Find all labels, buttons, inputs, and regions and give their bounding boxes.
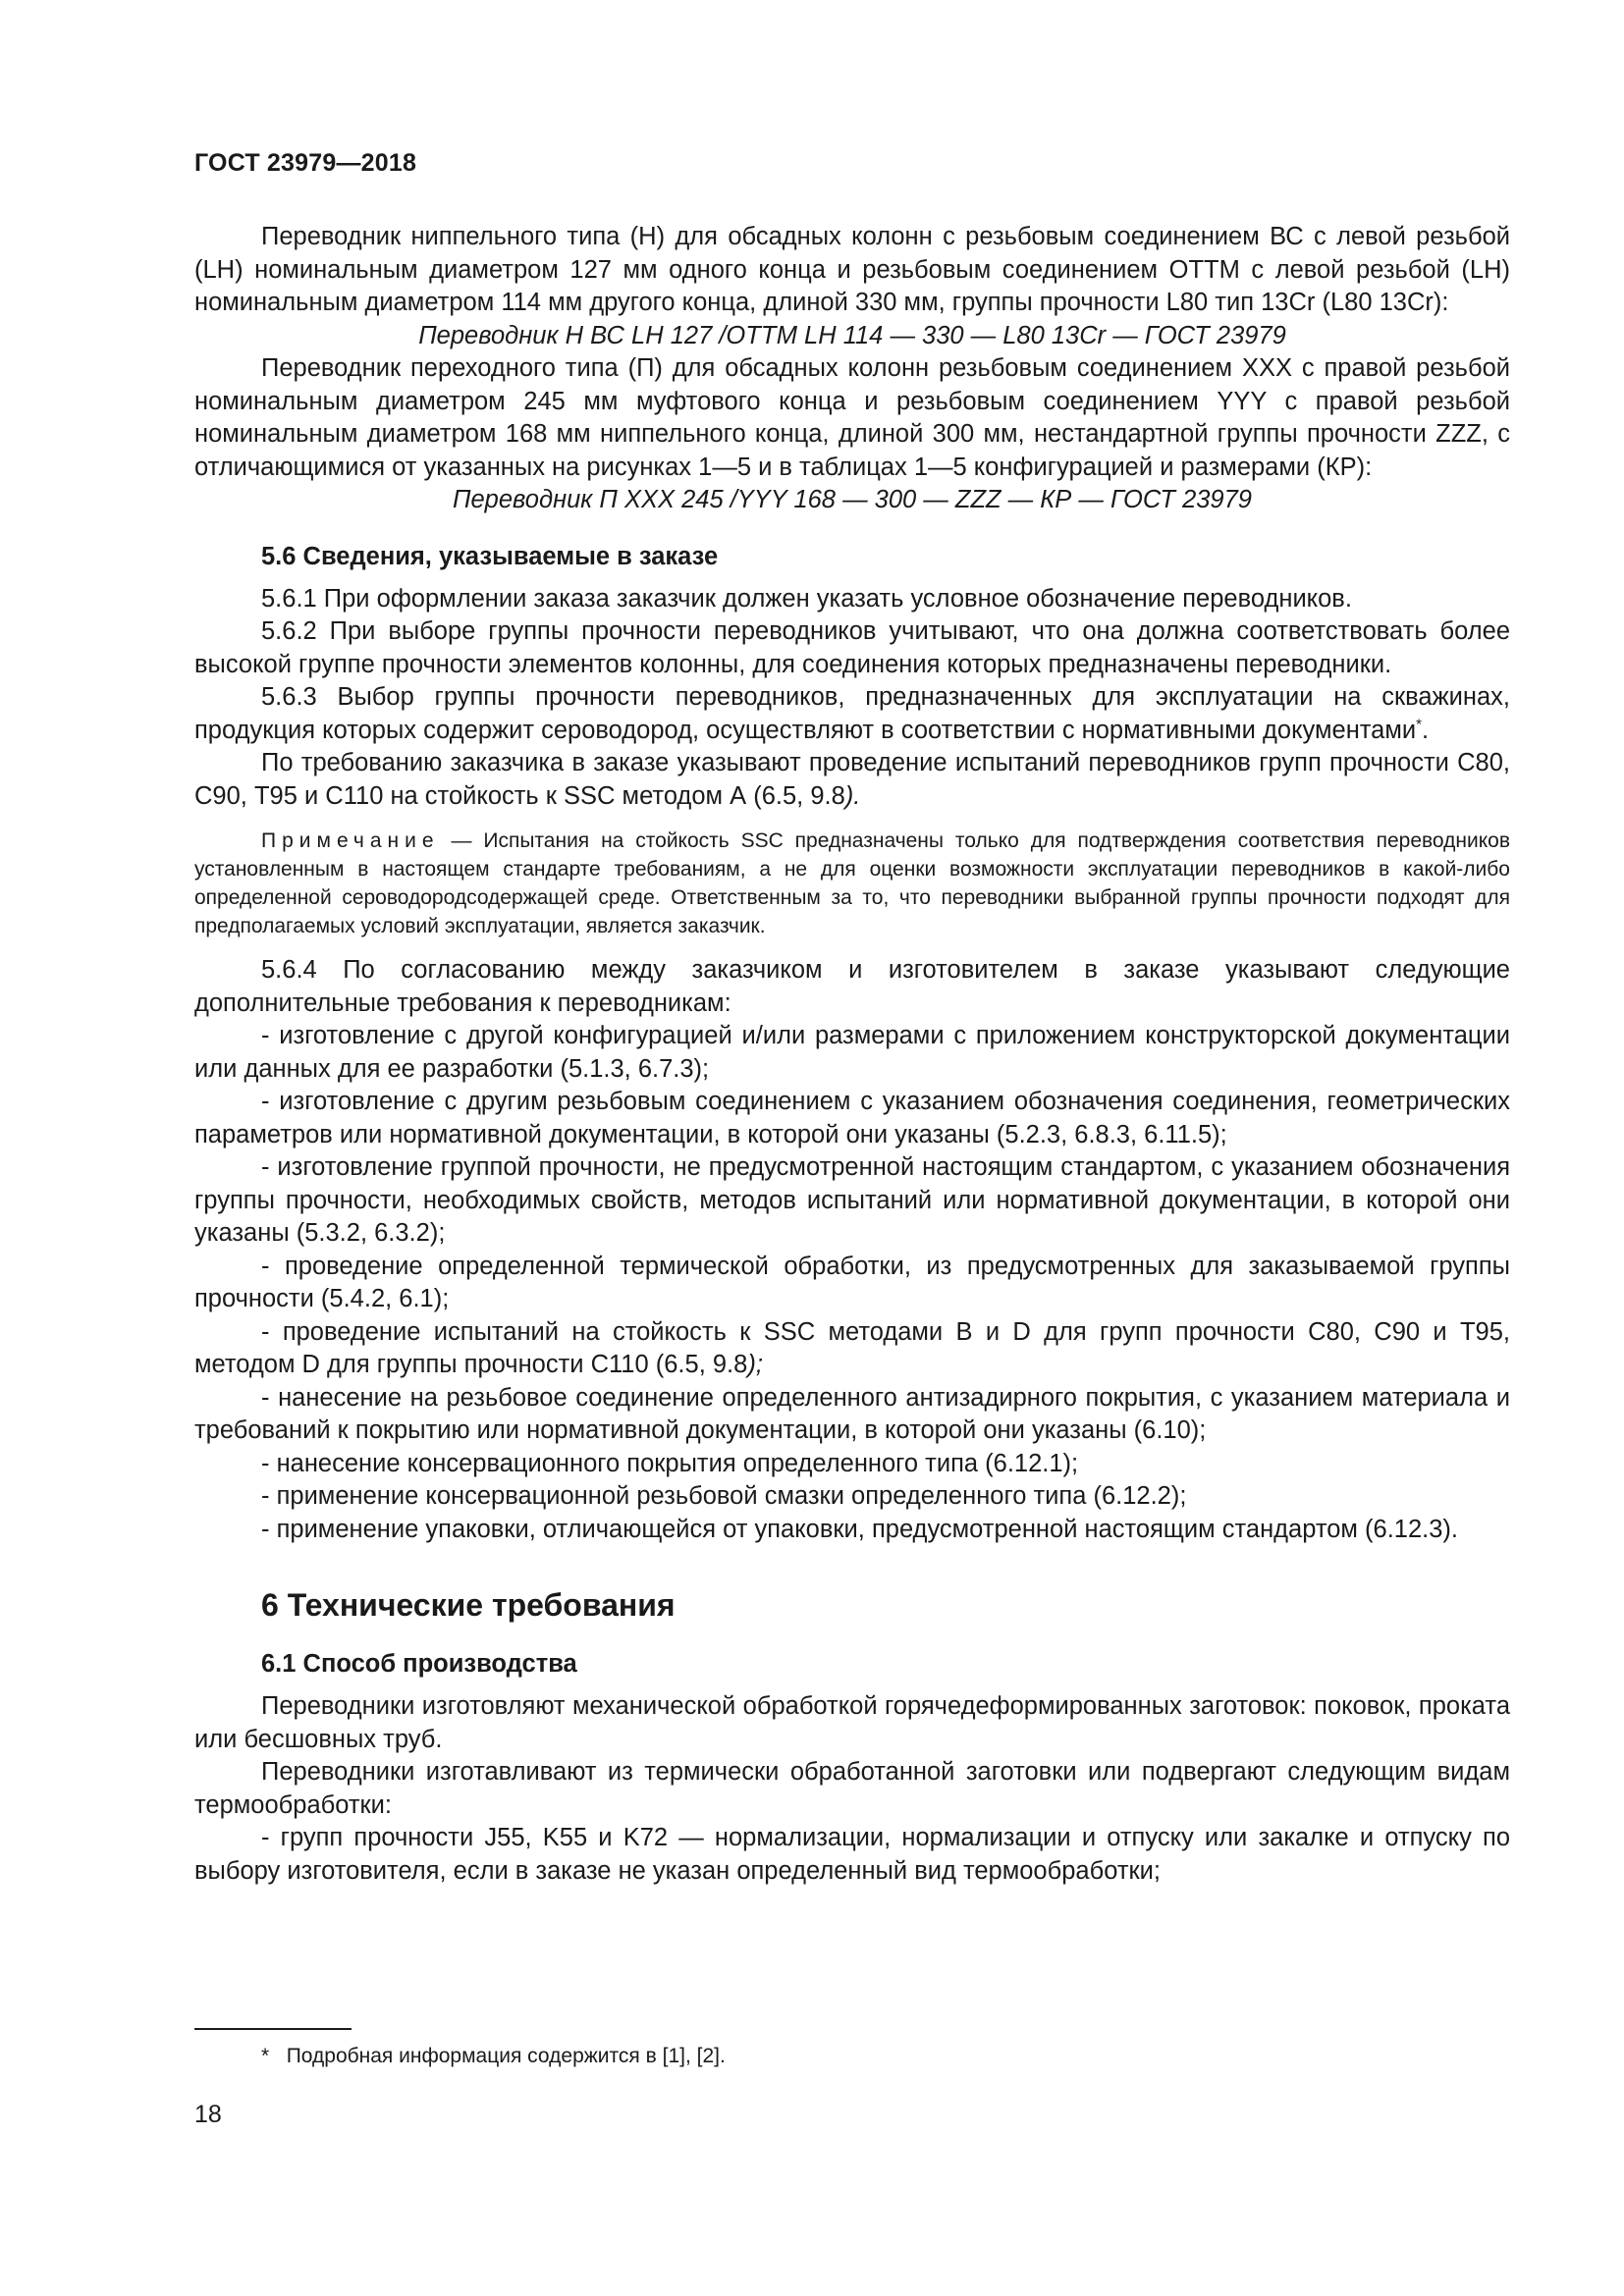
list-item (194, 1316, 1510, 1382)
clause-5-6-3-end: . (1421, 716, 1430, 744)
document-header: ГОСТ 23979—2018 (194, 149, 417, 177)
page-number: 18 (194, 2101, 222, 2128)
clause-5-6-4: 5.6.4 По согласованию между заказчиком и изготовителем в заказе указывают следующие дополнительные требования к переводникам: (194, 956, 1510, 1017)
clause-6-1-paragraph-2: Переводники изготавливают из термически обработанной заготовки или подвергают следующим видам термообработки: (194, 1758, 1510, 1819)
document-body (194, 221, 1510, 1888)
note-label: Примечание (261, 829, 440, 852)
example-paragraph-2: Переводник переходного типа (П) для обсадных колонн резьбовым соединением ХХХ с правой резьбой номинальным диаметром 245 мм муфтового конца и резьбовым соединением YYY с правой резьбой номинальным диаметром 168 мм ниппельного конца, длиной 300 мм, нестандартной группы прочности ZZZ, с отличающимися от указанных на рисунках 1—5 и в таблицах 1—5 конфигурацией и размерами (КР): (194, 354, 1510, 481)
list-item: - изготовление группой прочности, не предусмотренной настоящим стандартом, с указанием обозначения группы прочности, необходимых свойств, методов испытаний или нормативной документации, в которой они указаны (5.3.2, 6.3.2); (194, 1153, 1510, 1247)
footnote-reference: * (1416, 716, 1422, 732)
clause-5-6-3 (194, 681, 1510, 747)
list-item: - применение упаковки, отличающейся от упаковки, предусмотренной настоящим стандартом (6.12.3). (261, 1515, 1459, 1543)
clause-6-1-paragraph-1: Переводники изготовляют механической обработкой горячедеформированных заготовок: поковок, проката или бесшовных труб. (194, 1692, 1510, 1753)
note (194, 827, 1510, 940)
list-item: - изготовление с другой конфигурацией и/или размерами с приложением конструкторской документации или данных для ее разработки (5.1.3, 6.7.3); (194, 1022, 1510, 1083)
list-item-text: - проведение испытаний на стойкость к SSC методами В и D для групп прочности С80, С90 и Т95, методом D для группы прочности С110 (6.5, 9.8 (194, 1317, 1510, 1378)
designation-example-2: Переводник П ХХХ 245 /YYY 168 — 300 — ZZZ — КР — ГОСТ 23979 (453, 486, 1252, 513)
section-5-6-heading: 5.6 Сведения, указываемые в заказе (261, 542, 719, 570)
list-item-end: ); (747, 1351, 763, 1378)
list-item: - изготовление с другим резьбовым соединением с указанием обозначения соединения, геометрических параметров или нормативной документации, в которой они указаны (5.2.3, 6.8.3, 6.11.5); (194, 1088, 1510, 1148)
clause-5-6-3-ssc-request (194, 747, 1510, 813)
ssc-request-text: По требованию заказчика в заказе указывают проведение испытаний переводников групп прочности С80, С90, Т95 и С110 на стойкость к SSC методом А (6.5, 9.8 (194, 749, 1510, 810)
clause-5-6-2: 5.6.2 При выборе группы прочности переводников учитывают, что она должна соответствовать более высокой группе прочности элементов колонны, для соединения которых предназначены переводники. (194, 617, 1510, 678)
section-6-1-heading: 6.1 Способ производства (261, 1650, 577, 1678)
list-item: - нанесение консервационного покрытия определенного типа (6.12.1); (261, 1449, 1079, 1477)
designation-example-1: Переводник Н ВС LH 127 /ОТТМ LH 114 — 330 — L80 13Cr — ГОСТ 23979 (418, 321, 1286, 349)
footnote (261, 2043, 726, 2070)
list-item: - нанесение на резьбовое соединение определенного антизадирного покрытия, с указанием материала и требований к покрытию или нормативной документации, в которой они указаны (6.10); (194, 1383, 1510, 1444)
clause-5-6-3-text: 5.6.3 Выбор группы прочности переводников, предназначенных для эксплуатации на скважинах, продукция которых содержит сероводород, осуществляют в соответствии с нормативными документами (194, 683, 1510, 744)
section-6-heading: 6 Технические требования (261, 1587, 676, 1623)
list-item: - применение консервационной резьбовой смазки определенного типа (6.12.2); (261, 1482, 1187, 1510)
footnote-text: Подробная информация содержится в [1], [2]. (286, 2045, 726, 2067)
clause-6-1-paragraph-3: - групп прочности J55, K55 и K72 — нормализации, нормализации и отпуску или закалке и отпуску по выбору изготовителя, если в заказе не указан определенный вид термообработки; (194, 1824, 1510, 1885)
footnote-mark: * (261, 2045, 270, 2067)
list-item: - проведение определенной термической обработки, из предусмотренных для заказываемой группы прочности (5.4.2, 6.1); (194, 1252, 1510, 1312)
footnote-divider (194, 2028, 352, 2030)
clause-5-6-1: 5.6.1 При оформлении заказа заказчик должен указать условное обозначение переводников. (261, 584, 1352, 613)
note-text: — Испытания на стойкость SSC предназначены только для подтверждения соответствия переводников установленным в настоящем стандарте требованиям, а не для оценки возможности эксплуатации переводников в какой-либо определенной сероводородсодержащей среде. Ответственным за то, что переводники выбранной группы прочности подходят для предполагаемых условий эксплуатации, является заказчик. (194, 829, 1510, 937)
example-paragraph-1: Переводник ниппельного типа (Н) для обсадных колонн с резьбовым соединением ВС с левой резьбой (LH) номинальным диаметром 127 мм одного конца и резьбовым соединением ОТТМ с левой резьбой (LH) номинальным диаметром 114 мм другого конца, длиной 330 мм, группы прочности L80 тип 13Cr (L80 13Cr): (194, 223, 1510, 316)
ssc-request-end: ). (844, 781, 861, 810)
